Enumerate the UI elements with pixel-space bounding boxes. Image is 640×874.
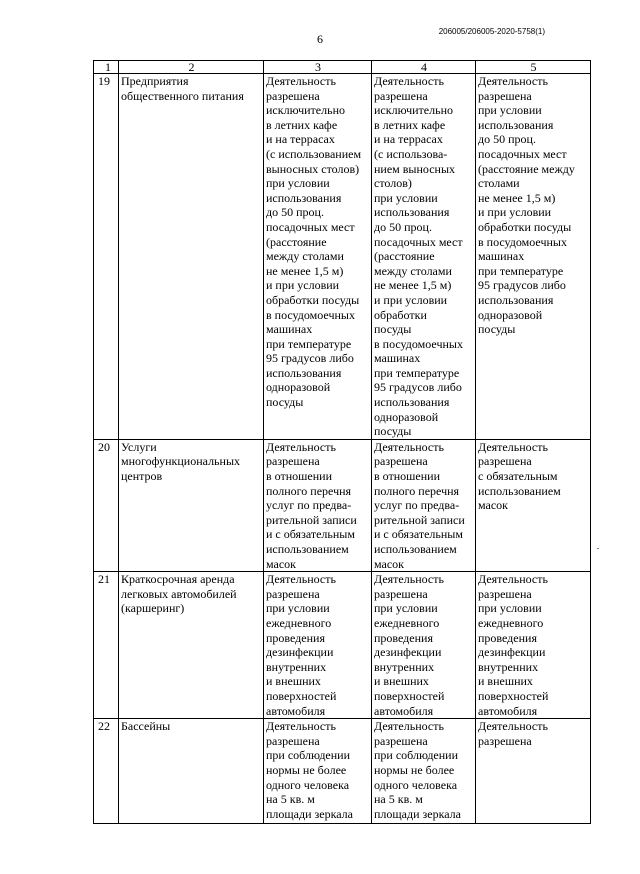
activity-name: Предприятия общественного питания bbox=[119, 74, 264, 440]
condition-col5: Деятельность разрешена при условии использования до 50 проц. посадочных мест (расстояние между столами не менее 1,5 м) и при условии обработки посуды в посудомоечных машинах при температуре 95 градусов либо использования одноразовой посуды bbox=[476, 74, 591, 440]
table-row bbox=[94, 572, 591, 719]
row-number: 20 bbox=[94, 439, 119, 571]
scan-speck bbox=[597, 548, 599, 549]
condition-col4: Деятельность разрешена при соблюдении нормы не более одного человека на 5 кв. м площади зеркала bbox=[372, 719, 476, 824]
condition-col4: Деятельность разрешена исключительно в летних кафе и на террасах (с использова- нием выносных столов) при условии использования до 50 проц. посадочных мест (расстояние между столами не менее 1,5 м) и при условии обработки посуды в посудомоечных машинах при температуре 95 градусов либо использования одноразовой посуды bbox=[372, 74, 476, 440]
condition-col5: Деятельность разрешена bbox=[476, 719, 591, 824]
row-number: 19 bbox=[94, 74, 119, 440]
activity-name: Краткосрочная аренда легковых автомобилей (каршеринг) bbox=[119, 572, 264, 719]
condition-col5: Деятельность разрешена при условии ежедневного проведения дезинфекции внутренних и внешних поверхностей автомобиля bbox=[476, 572, 591, 719]
row-number: 21 bbox=[94, 572, 119, 719]
condition-col3: Деятельность разрешена при соблюдении нормы не более одного человека на 5 кв. м площади зеркала bbox=[264, 719, 372, 824]
table-header-row bbox=[94, 61, 591, 74]
table-row bbox=[94, 439, 591, 571]
header-cell-1: 1 bbox=[94, 61, 119, 74]
condition-col3: Деятельность разрешена при условии ежедневного проведения дезинфекции внутренних и внешних поверхностей автомобиля bbox=[264, 572, 372, 719]
header-cell-4: 4 bbox=[372, 61, 476, 74]
condition-col5: Деятельность разрешена с обязательным использованием масок bbox=[476, 439, 591, 571]
table-row bbox=[94, 719, 591, 824]
condition-col3: Деятельность разрешена в отношении полного перечня услуг по предва- рительной записи и с обязательным использованием масок bbox=[264, 439, 372, 571]
condition-col3: Деятельность разрешена исключительно в летних кафе и на террасах (с использованием выносных столов) при условии использования до 50 проц. посадочных мест (расстояние между столами не менее 1,5 м) и при условии обработки посуды в посудомоечных машинах при температуре 95 градусов либо использования одноразовой посуды bbox=[264, 74, 372, 440]
activity-name: Бассейны bbox=[119, 719, 264, 824]
activity-name: Услуги многофункциональных центров bbox=[119, 439, 264, 571]
row-number: 22 bbox=[94, 719, 119, 824]
page-number: 6 bbox=[317, 32, 323, 46]
table-row bbox=[94, 74, 591, 440]
header-cell-3: 3 bbox=[264, 61, 372, 74]
header-cell-2: 2 bbox=[119, 61, 264, 74]
condition-col4: Деятельность разрешена при условии ежедневного проведения дезинфекции внутренних и внешних поверхностей автомобиля bbox=[372, 572, 476, 719]
document-id: 206005/206005-2020-5758(1) bbox=[438, 27, 545, 36]
regulations-table bbox=[93, 60, 591, 824]
condition-col4: Деятельность разрешена в отношении полного перечня услуг по предва- рительной записи и с обязательным использованием масок bbox=[372, 439, 476, 571]
header-cell-5: 5 bbox=[476, 61, 591, 74]
